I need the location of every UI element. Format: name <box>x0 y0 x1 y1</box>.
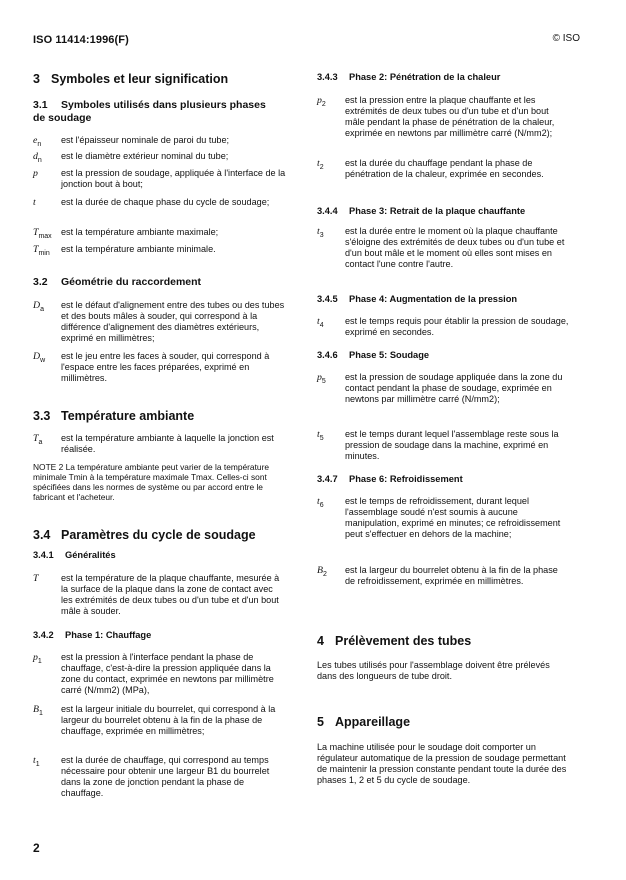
definition-t4: $t_4$ est le temps requis pour établir la pression de soudage, exprimé en secondes. <box>317 316 569 338</box>
section-3-4-heading: 3.4 Paramètres du cycle de soudage <box>33 528 256 542</box>
definition-t: t est la durée de chaque phase du cycle de soudage; <box>33 197 270 208</box>
definition-dn: $d_n$ est le diamètre extérieur nominal du tube; <box>33 151 229 164</box>
section-3-4-6-heading: 3.4.6 Phase 5: Soudage <box>317 350 430 360</box>
definition-p2: $p_2$ est la pression entre la plaque chauffante et les extrémités de deux tubes ou d'un tube et d'un bout mâle pendant la phase de pénétration de la chaleur, exprimée en newtons par millimètre carré (N/mm2); <box>317 95 555 139</box>
document-reference: ISO 11414:1996(F) <box>33 34 129 46</box>
section-4-heading: 4 Prélèvement des tubes <box>317 634 472 648</box>
copyright-notice: © ISO <box>552 33 580 44</box>
definition-b2: $B_2$ est la largeur du bourrelet obtenu à la fin de la phase de refroidissement, exprimée en millimètres. <box>317 565 558 587</box>
definition-t1: $t_1$ est la durée de chauffage, qui correspond au temps nécessaire pour obtenir une largeur B1 du bourrelet dans la zone de jonction pendant la phase de chauffage. <box>33 755 270 799</box>
section-3-4-4-heading: 3.4.4 Phase 3: Retrait de la plaque chauffante <box>317 206 526 216</box>
definition-en: $e_n$ est l'épaisseur nominale de paroi du tube; <box>33 135 230 148</box>
definition-da: $D_a$ est le défaut d'alignement entre des tubes ou des tubes et des bouts mâles à souder, qui correspond à la différence d'alignement des diamètres extérieurs, exprimé en millimètres; <box>33 300 285 344</box>
definition-t5: $t_5$ est le temps durant lequel l'assemblage reste sous la pression de soudage dans la machine, exprimé en minutes. <box>317 429 559 462</box>
section-3-1-heading: 3.1 Symboles utilisés dans plusieurs phases de soudage <box>33 99 266 124</box>
page-number: 2 <box>33 841 40 855</box>
section-3-4-3-heading: 3.4.3 Phase 2: Pénétration de la chaleur <box>317 72 501 82</box>
section-3-2-heading: 3.2 Géométrie du raccordement <box>33 276 202 288</box>
definition-tmin: $T_{min}$ est la température ambiante minimale. <box>33 244 216 257</box>
section-4-paragraph: Les tubes utilisés pour l'assemblage doivent être prélevés dans des longueurs de tube droit. <box>317 660 550 682</box>
definition-t6: $t_6$ est le temps de refroidissement, durant lequel l'assemblage soudé n'est soumis à aucune manipulation, exprimé en minutes; ce refroidissement peut s'effectuer en dehors de la machine; <box>317 496 561 540</box>
definition-ta: $T_a$ est la température ambiante à laquelle la jonction est réalisée. <box>33 433 274 455</box>
section-5-paragraph: La machine utilisée pour le soudage doit comporter un régulateur automatique de la pression de soudage permettant de maintenir la pression constante pendant toute la durée des phases 1, 2 et 5 du cycle de soudage. <box>317 742 567 786</box>
section-3-heading: 3 Symboles et leur signification <box>33 72 229 86</box>
definition-p5: $p_5$ est la pression de soudage appliquée dans la zone du contact pendant la phase de soudage, exprimée en newtons par millimètre carré (N/mm2); <box>317 372 563 405</box>
section-3-4-7-heading: 3.4.7 Phase 6: Refroidissement <box>317 474 463 484</box>
definition-p1: $p_1$ est la pression à l'interface pendant la phase de chauffage, c'est-à-dire la pression appliquée dans la zone du contact, exprimée en newtons par millimètre carré (N/mm2) (MPa), <box>33 652 274 696</box>
definition-tmax: $T_{max}$ est la température ambiante maximale; <box>33 227 219 240</box>
section-3-3-heading: 3.3 Température ambiante <box>33 409 195 423</box>
definition-t2: $t_2$ est la durée du chauffage pendant la phase de pénétration de la chaleur, exprimée en secondes. <box>317 158 544 180</box>
definition-t3: $t_3$ est la durée entre le moment où la plaque chauffante s'éloigne des extrémités de deux tubes ou d'un tube et d'un bout mâle et le moment où elles sont mises en contact l'une contre l'autre. <box>317 226 565 270</box>
note-2: NOTE 2 La température ambiante peut varier de la température minimale Tmin à la température maximale Tmax. Celles-ci sont spécifiées dans les normes de système ou par accord entre le fabricant et l'acheteur. <box>33 462 270 502</box>
definition-T: T est la température de la plaque chauffante, mesurée à la surface de la plaque dans la zone de contact avec les extrémités de deux tubes ou d'un tube et d'un bout mâle à souder. <box>33 573 280 617</box>
section-3-4-2-heading: 3.4.2 Phase 1: Chauffage <box>33 630 152 640</box>
section-3-4-1-heading: 3.4.1 Généralités <box>33 550 116 560</box>
definition-dw: $D_w$ est le jeu entre les faces à souder, qui correspond à l'espace entre les faces préparées, exprimé en millimètres. <box>33 351 270 384</box>
section-5-heading: 5 Appareillage <box>317 715 411 729</box>
section-3-4-5-heading: 3.4.5 Phase 4: Augmentation de la pression <box>317 294 518 304</box>
definition-b1: $B_1$ est la largeur initiale du bourrelet, qui correspond à la largeur du bourrelet obtenu à la fin de la phase de chauffage, exprimée en millimètres; <box>33 704 276 737</box>
definition-p: p est la pression de soudage, appliquée à l'interface de la jonction bout à bout; <box>33 168 286 190</box>
